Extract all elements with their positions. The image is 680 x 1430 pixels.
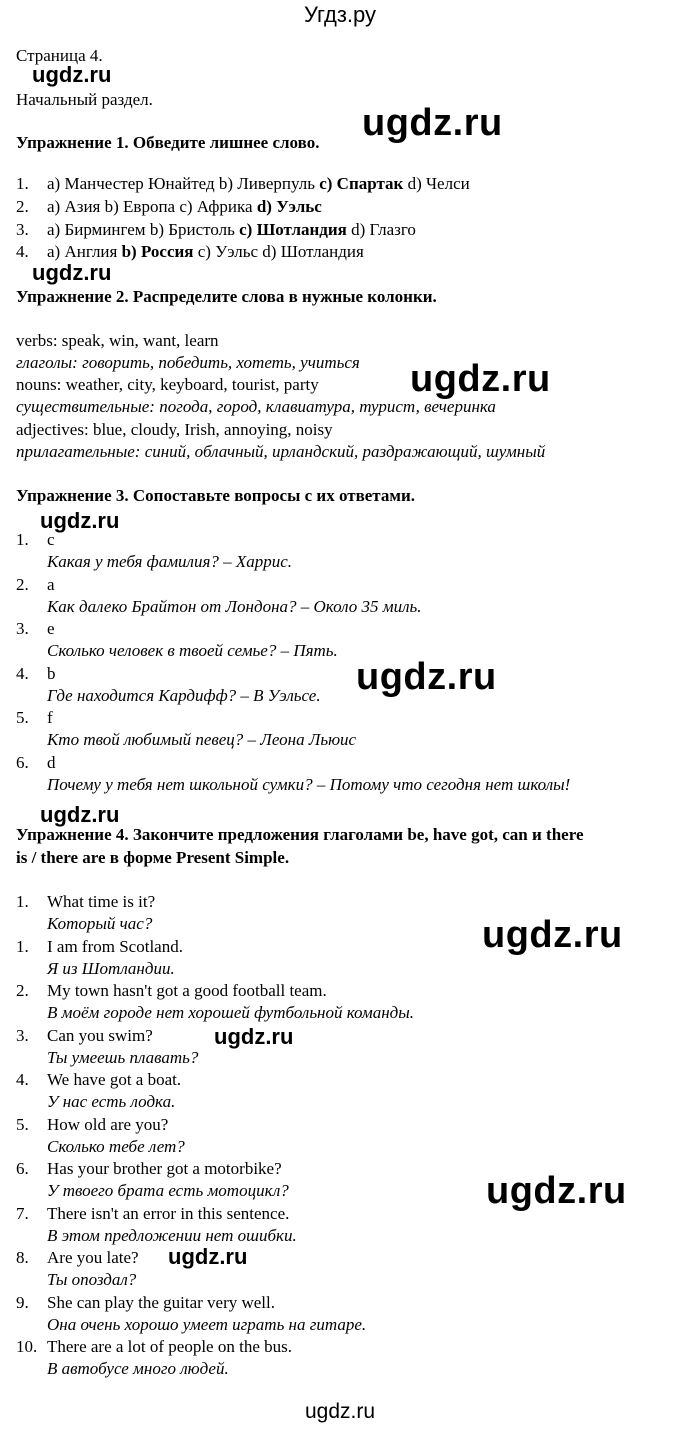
item-number: 4. — [16, 663, 29, 683]
item-text — [47, 174, 470, 194]
item-translation: Какая у тебя фамилия? – Харрис. — [47, 552, 293, 571]
item-text-post: d) Глазго — [346, 220, 416, 239]
item-translation: Она очень хорошо умеет играть на гитаре. — [47, 1314, 367, 1334]
item-answer: a — [47, 574, 55, 594]
item-sentence: She can play the guitar very well. — [47, 1292, 276, 1312]
exercise-4-title-line1: Упражнение 4. Закончите предложения глаголами be, have got, can и there — [16, 825, 584, 844]
item-text-pre: a) Бирмингем b) Бристоль — [47, 220, 240, 239]
item-number: 6. — [16, 1159, 29, 1178]
item-number: 1. — [16, 936, 29, 956]
item-number: 1. — [16, 174, 29, 193]
watermark: ugdz.ru — [40, 508, 120, 533]
item-number: 2. — [16, 197, 29, 216]
item-sentence: There are a lot of people on the bus. — [47, 1337, 292, 1356]
item-number: 5. — [16, 1114, 29, 1134]
item-translation: У твоего брата есть мотоцикл? — [47, 1181, 289, 1200]
item-answer: c — [47, 530, 55, 549]
watermark: ugdz.ru — [168, 1244, 248, 1269]
item-sentence: My town hasn't got a good football team. — [47, 981, 327, 1000]
item-translation: В моём городе нет хорошей футбольной команды. — [47, 1003, 415, 1022]
item-text-pre: a) Азия b) Европа c) Африка — [47, 197, 257, 216]
item-sentence: There isn't an error in this sentence. — [47, 1203, 290, 1223]
item-translation: Сколько тебе лет? — [47, 1136, 185, 1156]
item-sentence: What time is it? — [47, 892, 156, 911]
item-number: 4. — [16, 242, 29, 261]
item-answer: b — [47, 663, 56, 683]
item-number: 3. — [16, 220, 29, 239]
item-answer: d — [47, 752, 56, 772]
watermark: ugdz.ru — [482, 914, 623, 956]
exercise-3-title: Упражнение 3. Сопоставьте вопросы с их ответами. — [16, 486, 415, 505]
translation-line: глаголы: говорить, победить, хотеть, учиться — [16, 353, 360, 372]
item-sentence: Can you swim? — [47, 1025, 153, 1045]
item-text — [47, 197, 322, 217]
item-sentence: How old are you? — [47, 1114, 169, 1134]
item-number: 1. — [16, 892, 29, 911]
item-text — [47, 220, 416, 240]
translation-line: существительные: погода, город, клавиатура, турист, вечеринка — [16, 397, 496, 416]
item-number: 5. — [16, 708, 29, 727]
item-translation: Где находится Кардифф? – В Уэльсе. — [47, 685, 321, 705]
watermark: ugdz.ru — [40, 802, 120, 827]
item-odd-word: c) Шотландия — [239, 220, 347, 239]
item-number: 2. — [16, 574, 29, 594]
item-odd-word: d) Уэльс — [256, 197, 322, 216]
item-sentence: Has your brother got a motorbike? — [47, 1159, 282, 1178]
watermark: ugdz.ru — [362, 102, 503, 144]
item-answer: e — [47, 619, 55, 638]
item-number: 9. — [16, 1292, 29, 1312]
item-text-post: c) Уэльс d) Шотландия — [193, 242, 364, 261]
item-translation: В этом предложении нет ошибки. — [47, 1225, 297, 1245]
item-number: 7. — [16, 1203, 29, 1223]
item-translation: В автобусе много людей. — [47, 1359, 229, 1378]
item-text-post: d) Челси — [403, 174, 470, 193]
item-number: 8. — [16, 1248, 29, 1267]
item-sentence: We have got a boat. — [47, 1070, 182, 1089]
item-translation: Сколько человек в твоей семье? – Пять. — [47, 641, 338, 660]
watermark: ugdz.ru — [410, 358, 551, 400]
item-text-pre: a) Манчестер Юнайтед b) Ливерпуль — [47, 174, 320, 193]
item-answer: f — [47, 708, 53, 727]
item-translation: У нас есть лодка. — [47, 1092, 176, 1111]
item-translation: Ты умеешь плавать? — [47, 1047, 199, 1067]
item-number: 2. — [16, 981, 29, 1000]
item-sentence: Are you late? — [47, 1248, 139, 1267]
item-translation: Как далеко Брайтон от Лондона? – Около 35 миль. — [47, 596, 422, 616]
exercise-4-title-line2: is / there are в форме Present Simple. — [16, 848, 290, 867]
item-sentence: I am from Scotland. — [47, 936, 183, 956]
exercise-2-title: Упражнение 2. Распределите слова в нужные колонки. — [16, 287, 437, 306]
item-translation: Я из Шотландии. — [47, 958, 175, 978]
item-translation: Кто твой любимый певец? – Леона Льюис — [47, 730, 357, 749]
watermark: ugdz.ru — [214, 1024, 294, 1049]
footer-site: ugdz.ru — [304, 1400, 376, 1423]
word-list-line: nouns: weather, city, keyboard, tourist, party — [16, 375, 319, 394]
word-list-line: adjectives: blue, cloudy, Irish, annoying, noisy — [16, 420, 333, 439]
section-label: Начальный раздел. — [16, 90, 153, 109]
item-text — [47, 242, 364, 262]
item-number: 4. — [16, 1070, 29, 1089]
watermark: ugdz.ru — [486, 1170, 627, 1212]
item-text-pre: a) Англия — [47, 242, 122, 261]
site-title: Угдз.ру — [303, 2, 377, 27]
watermark: ugdz.ru — [356, 656, 497, 698]
item-translation: Почему у тебя нет школьной сумки? – Потому что сегодня нет школы! — [47, 774, 571, 794]
watermark: ugdz.ru — [32, 260, 112, 285]
page-label: Страница 4. — [16, 46, 103, 65]
item-number: 3. — [16, 1025, 29, 1045]
exercise-1-title: Упражнение 1. Обведите лишнее слово. — [16, 133, 320, 152]
translation-line: прилагательные: синий, облачный, ирландский, раздражающий, шумный — [16, 442, 546, 461]
item-number: 1. — [16, 530, 29, 549]
item-number: 10. — [16, 1337, 38, 1356]
word-list-line: verbs: speak, win, want, learn — [16, 331, 219, 350]
item-number: 6. — [16, 752, 29, 772]
item-odd-word: c) Спартак — [319, 174, 404, 193]
watermark: ugdz.ru — [32, 62, 112, 87]
item-number: 3. — [16, 619, 29, 638]
item-translation: Который час? — [47, 914, 153, 933]
item-odd-word: b) Россия — [121, 242, 194, 261]
item-translation: Ты опоздал? — [47, 1270, 137, 1289]
